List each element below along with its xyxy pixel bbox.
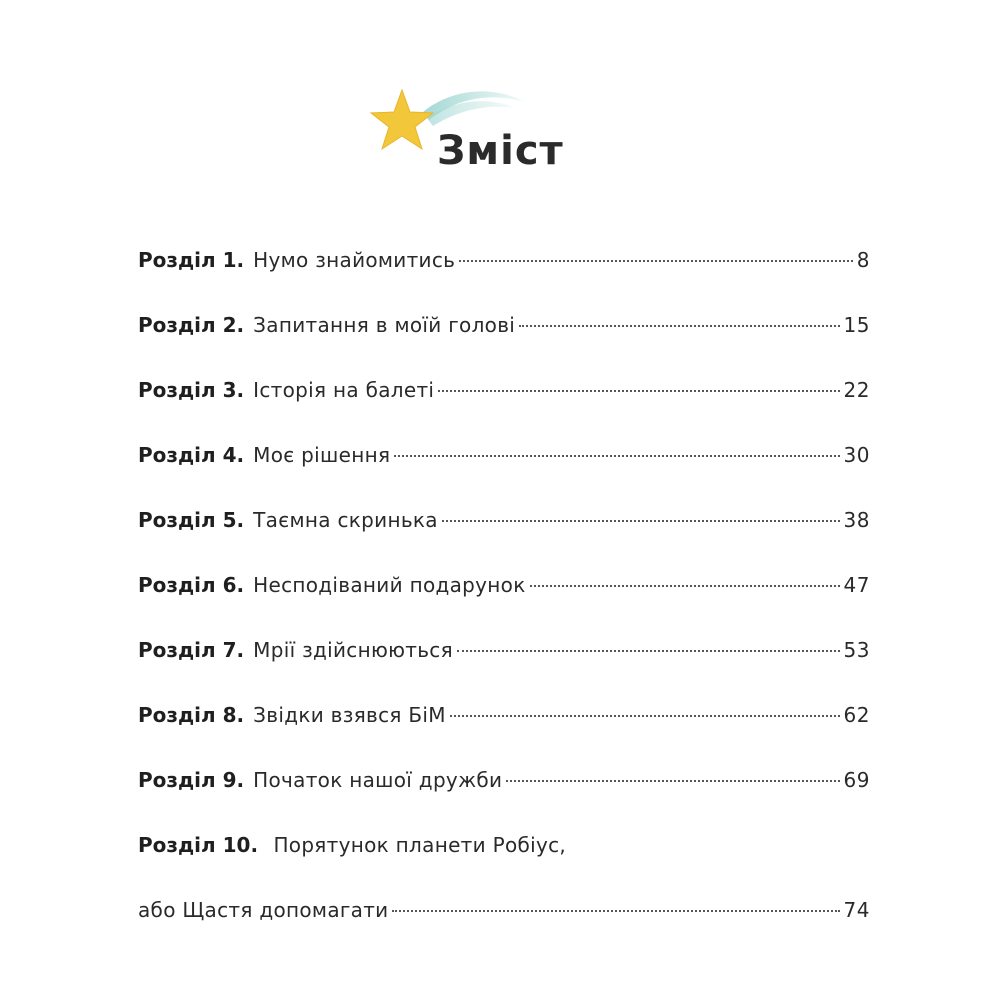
chapter-label: Розділ 9.	[138, 768, 245, 792]
dot-leader	[450, 715, 840, 717]
dot-leader	[394, 455, 839, 457]
toc-entry-10-continued[interactable]	[138, 890, 870, 930]
chapter-title: Несподіваний подарунок	[253, 573, 526, 597]
chapter-label: Розділ 1.	[138, 248, 245, 272]
toc-entry-1[interactable]	[138, 240, 870, 280]
page-number: 22	[843, 378, 870, 402]
chapter-title: Порятунок планети Робіус,	[273, 833, 567, 857]
page-number: 38	[843, 508, 870, 532]
toc-entry-10[interactable]	[138, 825, 870, 865]
chapter-label: Розділ 8.	[138, 703, 245, 727]
chapter-title: Нумо знайомитись	[253, 248, 456, 272]
dot-leader	[438, 390, 839, 392]
dot-leader	[459, 260, 853, 262]
dot-leader	[519, 325, 839, 327]
chapter-label: Розділ 3.	[138, 378, 245, 402]
chapter-title: Звідки взявся БіМ	[253, 703, 446, 727]
dot-leader	[442, 520, 840, 522]
toc-entry-6[interactable]	[138, 565, 870, 605]
dot-leader	[457, 650, 840, 652]
chapter-label: Розділ 2.	[138, 313, 245, 337]
toc-entry-8[interactable]	[138, 695, 870, 735]
page-number: 30	[843, 443, 870, 467]
chapter-label: Розділ 10.	[138, 833, 259, 857]
chapter-label: Розділ 6.	[138, 573, 245, 597]
page-number: 62	[843, 703, 870, 727]
toc-entry-9[interactable]	[138, 760, 870, 800]
toc-entry-2[interactable]	[138, 305, 870, 345]
toc-header	[365, 82, 625, 192]
dot-leader	[530, 585, 840, 587]
chapter-title-continued: або Щастя допомагати	[138, 898, 389, 922]
chapter-label: Розділ 7.	[138, 638, 245, 662]
page-number: 74	[843, 898, 870, 922]
page-title: Зміст	[437, 128, 564, 174]
page-number: 47	[843, 573, 870, 597]
chapter-title: Історія на балеті	[253, 378, 435, 402]
chapter-title: Початок нашої дружби	[253, 768, 503, 792]
dot-leader	[392, 910, 839, 912]
toc-entry-4[interactable]	[138, 435, 870, 475]
page-number: 53	[843, 638, 870, 662]
page-number: 69	[843, 768, 870, 792]
page-number: 15	[843, 313, 870, 337]
toc-entry-5[interactable]	[138, 500, 870, 540]
toc-entry-3[interactable]	[138, 370, 870, 410]
chapter-title: Запитання в моїй голові	[253, 313, 516, 337]
chapter-label: Розділ 5.	[138, 508, 245, 532]
chapter-title: Мрії здійснюються	[253, 638, 453, 662]
chapter-label: Розділ 4.	[138, 443, 245, 467]
toc-entry-7[interactable]	[138, 630, 870, 670]
chapter-title: Таємна скринька	[253, 508, 438, 532]
page-number: 8	[856, 248, 870, 272]
dot-leader	[506, 780, 839, 782]
chapter-title: Моє рішення	[253, 443, 391, 467]
